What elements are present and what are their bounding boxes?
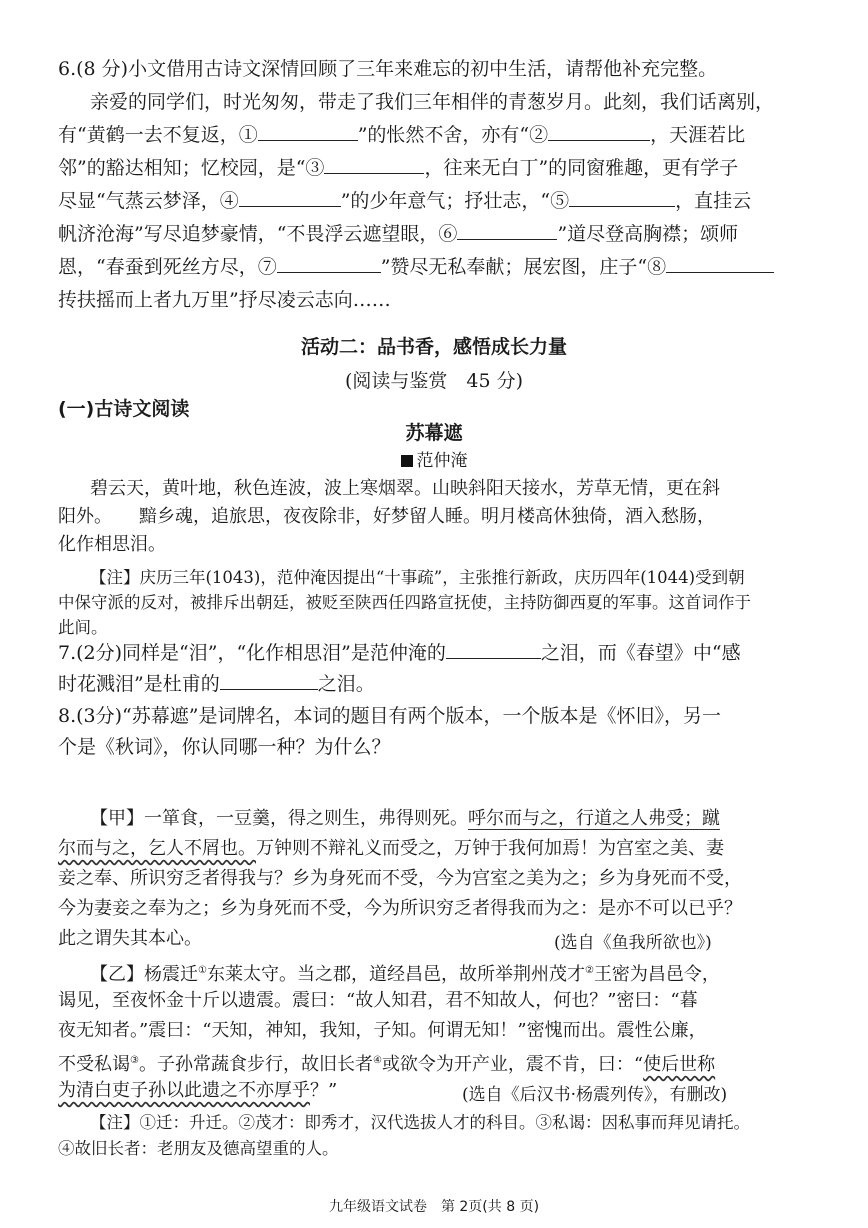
page-footer: 九年级语文试卷 第 2页(共 8 页) bbox=[328, 1199, 540, 1215]
answer-blank-7[interactable] bbox=[277, 254, 381, 273]
q6-line-5: 帆济沧海”写尽追梦豪情，“不畏浮云遮望眼，⑥ ”道尽登高胸襟；颂师 bbox=[58, 223, 739, 245]
q8-line-1: 8.(3分)“苏幕遮”是词牌名，本词的题目有两个版本，一个版本是《怀旧》，另一 bbox=[58, 705, 721, 727]
poem-author: 范仲淹 bbox=[0, 446, 868, 471]
answer-blank-3[interactable] bbox=[324, 155, 424, 174]
yi-note-1: 【注】①迁：升迁。②茂才：即秀才，汉代选拔人才的科目。③私谒：因私事而拜见请托。 bbox=[90, 1113, 750, 1132]
q6-heading: 6.(8 分)小文借用古诗文深情回顾了三年来难忘的初中生活，请帮他补充完整。 bbox=[58, 58, 718, 80]
jia-line-3: 妾之奉、所识穷乏者得我与？乡为身死而不受，今为宫室之美为之；乡为身死而不受， bbox=[58, 868, 742, 889]
answer-blank-8[interactable] bbox=[666, 254, 774, 273]
q6-line-1: 亲爱的同学们，时光匆匆，带走了我们三年相伴的青葱岁月。此刻，我们话离别， bbox=[90, 91, 775, 113]
yi-line-3: 夜无知者。”震曰：“天知，神知，我知，子知。何谓无知！”密愧而出。震性公廉， bbox=[58, 1020, 707, 1041]
answer-blank-5[interactable] bbox=[569, 188, 675, 207]
q6-line-4: 尽显“气蒸云梦泽，④ ”的少年意气；抒壮志，“⑤ ，直挂云 bbox=[58, 190, 752, 212]
yi-source: (选自《后汉书·杨震列传》，有删改) bbox=[462, 1085, 728, 1105]
q7-blank-1[interactable] bbox=[446, 640, 541, 659]
poem-line-3: 化作相思泪。 bbox=[58, 534, 166, 555]
q6-line-3: 邻”的豁达相知；忆校园，是“③ ，往来无白丁”的同窗雅趣，更有学子 bbox=[58, 157, 739, 179]
activity-subtitle: (阅读与鉴赏 45 分) bbox=[344, 370, 524, 392]
q7-blank-2[interactable] bbox=[220, 671, 318, 690]
yi-line-1: 【乙】杨震迁①东莱太守。当之郡，道经昌邑，故所举荆州茂才②王密为昌邑令， bbox=[90, 964, 720, 985]
poem-note-3: 此间。 bbox=[58, 618, 108, 637]
activity-title: 活动二：品书香，感悟成长力量 bbox=[300, 336, 567, 358]
poem-line-2: 阳外。 黯乡魂，追旅思，夜夜除非，好梦留人睡。明月楼高休独倚，酒入愁肠， bbox=[58, 506, 715, 527]
poem-line-1: 碧云天，黄叶地，秋色连波，波上寒烟翠。山映斜阳天接水，芳草无情，更在斜 bbox=[90, 478, 720, 499]
q6-line-2: 有“黄鹤一去不复返，① ”的怅然不舍，亦有“② ，天涯若比 bbox=[58, 124, 746, 146]
answer-blank-6[interactable] bbox=[457, 221, 557, 240]
poem-note-1: 【注】庆历三年(1043)，范仲淹因提出“十事疏”，主张推行新政，庆历四年(1044)受到朝 bbox=[90, 568, 745, 587]
section-heading: (一)古诗文阅读 bbox=[58, 398, 190, 420]
jia-line-4: 今为妻妾之奉为之；乡为身死而不受，今为所识穷乏者得我而为之：是亦不可以已乎？ bbox=[58, 898, 742, 919]
square-bullet-icon bbox=[401, 455, 413, 467]
jia-line-1: 【甲】一箪食，一豆羹，得之则生，弗得则死。呼尔而与之，行道之人弗受；蹴 bbox=[90, 808, 720, 829]
q6-line-6: 恩，“春蚕到死丝方尽，⑦ ”赞尽无私奉献；展宏图，庄子“⑧ bbox=[58, 254, 818, 280]
answer-blank-1[interactable] bbox=[258, 122, 358, 141]
jia-line-2: 尔而与之，乞人不屑也。万钟则不辩礼义而受之，万钟于我何加焉！为宫室之美、妻 bbox=[58, 838, 724, 859]
yi-line-2: 谒见，至夜怀金十斤以遗震。震曰：“故人知君，君不知故人，何也？”密曰：“暮 bbox=[58, 990, 698, 1011]
answer-blank-2[interactable] bbox=[548, 122, 650, 141]
yi-line-4: 不受私谒③。子孙常蔬食步行，故旧长者④或欲令为开产业，震不肯，曰：“使后世称 bbox=[58, 1054, 716, 1075]
jia-source: (选自《鱼我所欲也》) bbox=[554, 933, 712, 953]
q7-line-1: 7.(2分)同样是“泪”，“化作相思泪”是范仲淹的 之泪，而《春望》中“感 bbox=[58, 642, 741, 664]
q6-line-7: 抟扶摇而上者九万里”抒尽凌云志向…… bbox=[58, 289, 391, 311]
poem-title: 苏幕遮 bbox=[405, 422, 463, 444]
answer-blank-4[interactable] bbox=[239, 188, 341, 207]
jia-line-5: 此之谓失其本心。 bbox=[58, 928, 202, 949]
q7-line-2: 时花溅泪”是杜甫的 之泪。 bbox=[58, 673, 375, 695]
yi-line-5: 为清白吏子孙以此遗之不亦厚乎？” bbox=[58, 1080, 338, 1101]
yi-note-2: ④故旧长者：老朋友及德高望重的人。 bbox=[58, 1139, 339, 1158]
poem-note-2: 中保守派的反对，被排斥出朝廷，被贬至陕西任四路宣抚使，主持防御西夏的军事。这首词作于 bbox=[58, 593, 751, 612]
q8-line-2: 个是《秋词》，你认同哪一种？为什么？ bbox=[58, 736, 391, 758]
